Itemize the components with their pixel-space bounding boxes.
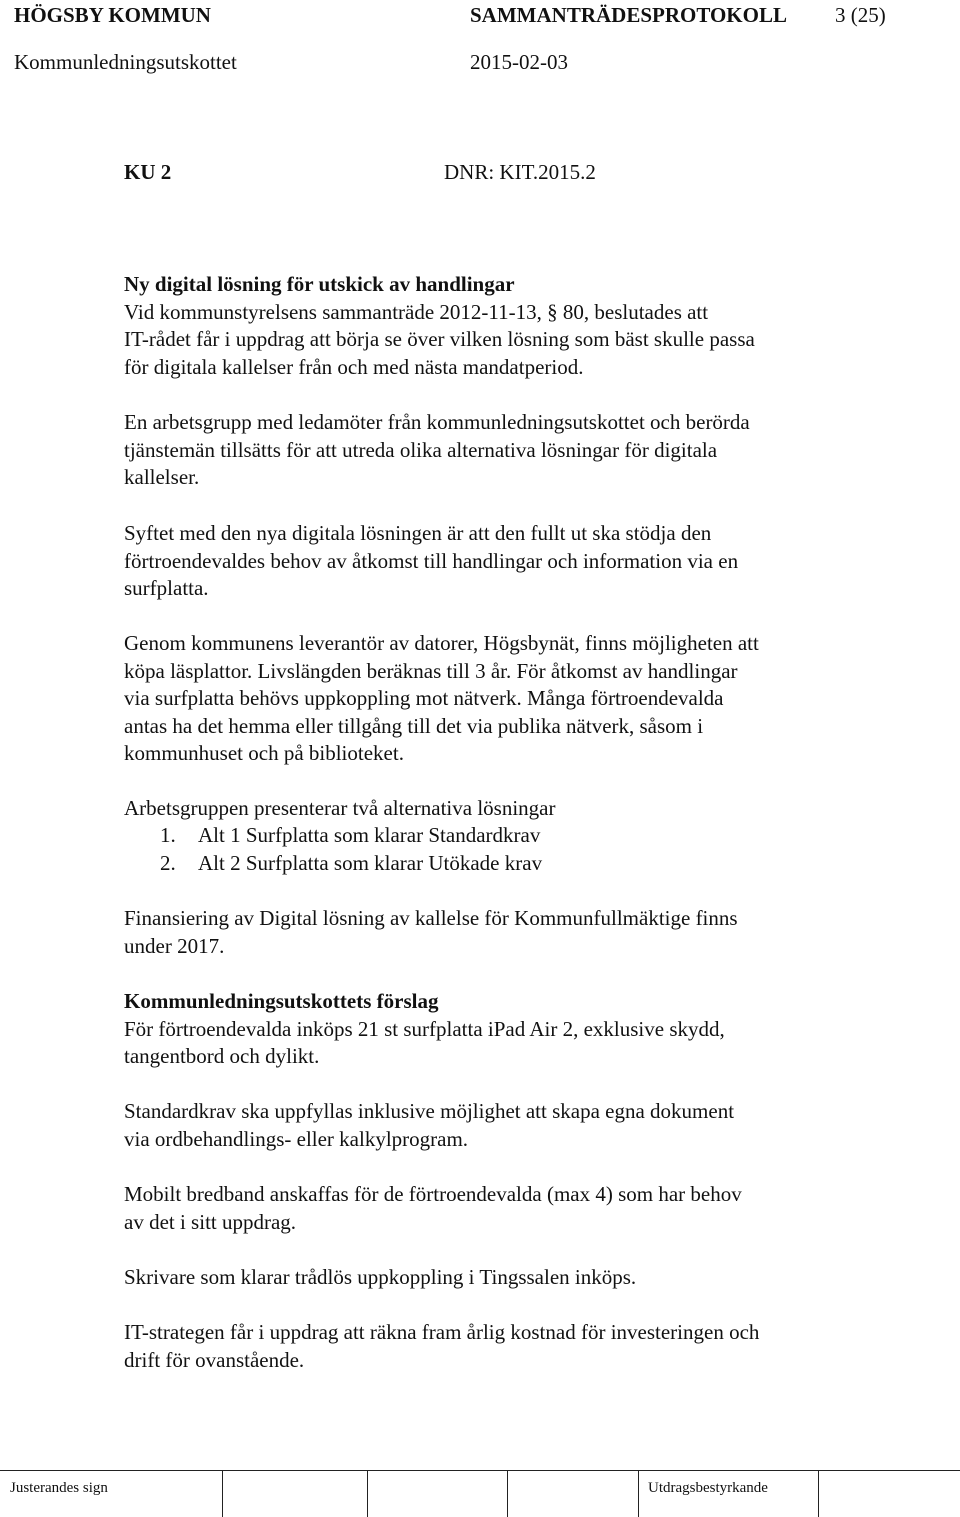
paragraph-mobile-broadband: [124, 1181, 869, 1236]
text-line: IT-rådet får i uppdrag att börja se över vilken lösning som bäst skulle passa: [124, 327, 755, 351]
footer-cell-divider: [638, 1470, 639, 1517]
text-line: via ordbehandlings- eller kalkylprogram.: [124, 1126, 469, 1151]
meeting-date: 2015-02-03: [470, 50, 568, 74]
text-line: Syftet med den nya digitala lösningen är att den fullt ut ska stödja den: [124, 521, 712, 545]
footer-divider: [0, 1470, 960, 1471]
text-line: Finansiering av Digital lösning av kallelse för Kommunfullmäktige finns: [124, 906, 738, 930]
text-line: surfplatta.: [124, 576, 209, 600]
text-line: Vid kommunstyrelsens sammanträde 2012-11-13, § 80, beslutades att: [124, 299, 709, 324]
committee-name: Kommunledningsutskottet: [14, 50, 237, 74]
proposal-section: [124, 988, 869, 1071]
text-line: förtroendevaldes behov av åtkomst till handlingar och information via en: [124, 548, 739, 573]
list-text: Alt 2 Surfplatta som klarar Utökade krav: [198, 851, 543, 875]
organization-name: HÖGSBY KOMMUN: [14, 3, 211, 27]
signature-label: Justerandes sign: [10, 1480, 108, 1496]
list-text: Alt 1 Surfplatta som klarar Standardkrav: [198, 823, 541, 847]
footer-cell-divider: [818, 1470, 819, 1517]
text-line: Skrivare som klarar trådlös uppkoppling i Tingssalen inköps.: [124, 1265, 637, 1289]
paragraph-it-strategist: [124, 1319, 869, 1374]
document-type: SAMMANTRÄDESPROTOKOLL: [470, 3, 787, 27]
text-line: Genom kommunens leverantör av datorer, Högsbynät, finns möjligheten att: [124, 631, 759, 655]
section-title: Ny digital lösning för utskick av handlingar: [124, 272, 515, 296]
paragraph-printer: [124, 1264, 869, 1292]
case-id: KU 2: [124, 160, 172, 184]
text-line: Standardkrav ska uppfyllas inklusive möjlighet att skapa egna dokument: [124, 1099, 735, 1123]
footer-cell-divider: [367, 1470, 368, 1517]
text-line: via surfplatta behövs uppkoppling mot nätverk. Många förtroendevalda: [124, 686, 724, 710]
paragraph-alternatives-intro: [124, 795, 869, 823]
list-item: [160, 851, 542, 876]
footer-cell-divider: [222, 1470, 223, 1517]
paragraph-financing: [124, 905, 869, 960]
text-line: Arbetsgruppen presenterar två alternativa lösningar: [124, 796, 556, 820]
proposal-title: Kommunledningsutskottets förslag: [124, 989, 439, 1013]
text-line: kallelser.: [124, 465, 200, 489]
certification-label: Utdragsbestyrkande: [648, 1480, 768, 1496]
text-line: antas ha det hemma eller tillgång till det via publika nätverk, såsom i: [124, 713, 704, 738]
footer-cell-divider: [507, 1470, 508, 1517]
text-line: under 2017.: [124, 933, 225, 958]
text-line: IT-strategen får i uppdrag att räkna fram årlig kostnad för investeringen och: [124, 1320, 760, 1344]
text-line: för digitala kallelser från och med nästa mandatperiod.: [124, 354, 584, 379]
paragraph-purpose: [124, 520, 869, 603]
section-intro: [124, 271, 869, 381]
text-line: köpa läsplattor. Livslängden beräknas till 3 år. För åtkomst av handlingar: [124, 658, 738, 683]
page-number: 3 (25): [835, 3, 886, 27]
text-line: kommunhuset och på biblioteket.: [124, 741, 404, 765]
text-line: För förtroendevalda inköps 21 st surfplatta iPad Air 2, exklusive skydd,: [124, 1016, 725, 1041]
text-line: Mobilt bredband anskaffas för de förtroendevalda (max 4) som har behov: [124, 1182, 742, 1206]
paragraph-working-group: [124, 409, 869, 492]
text-line: En arbetsgrupp med ledamöter från kommunledningsutskottet och berörda: [124, 410, 750, 434]
case-dnr: DNR: KIT.2015.2: [444, 160, 596, 184]
text-line: tangentbord och dylikt.: [124, 1044, 320, 1068]
list-item: [160, 823, 540, 848]
text-line: drift för ovanstående.: [124, 1347, 305, 1372]
paragraph-supplier: [124, 630, 869, 768]
text-line: tjänstemän tillsätts för att utreda olika alternativa lösningar för digitala: [124, 437, 718, 462]
list-number: 1.: [160, 823, 176, 847]
list-number: 2.: [160, 851, 176, 875]
paragraph-standard-requirements: [124, 1098, 869, 1153]
text-line: av det i sitt uppdrag.: [124, 1209, 297, 1234]
